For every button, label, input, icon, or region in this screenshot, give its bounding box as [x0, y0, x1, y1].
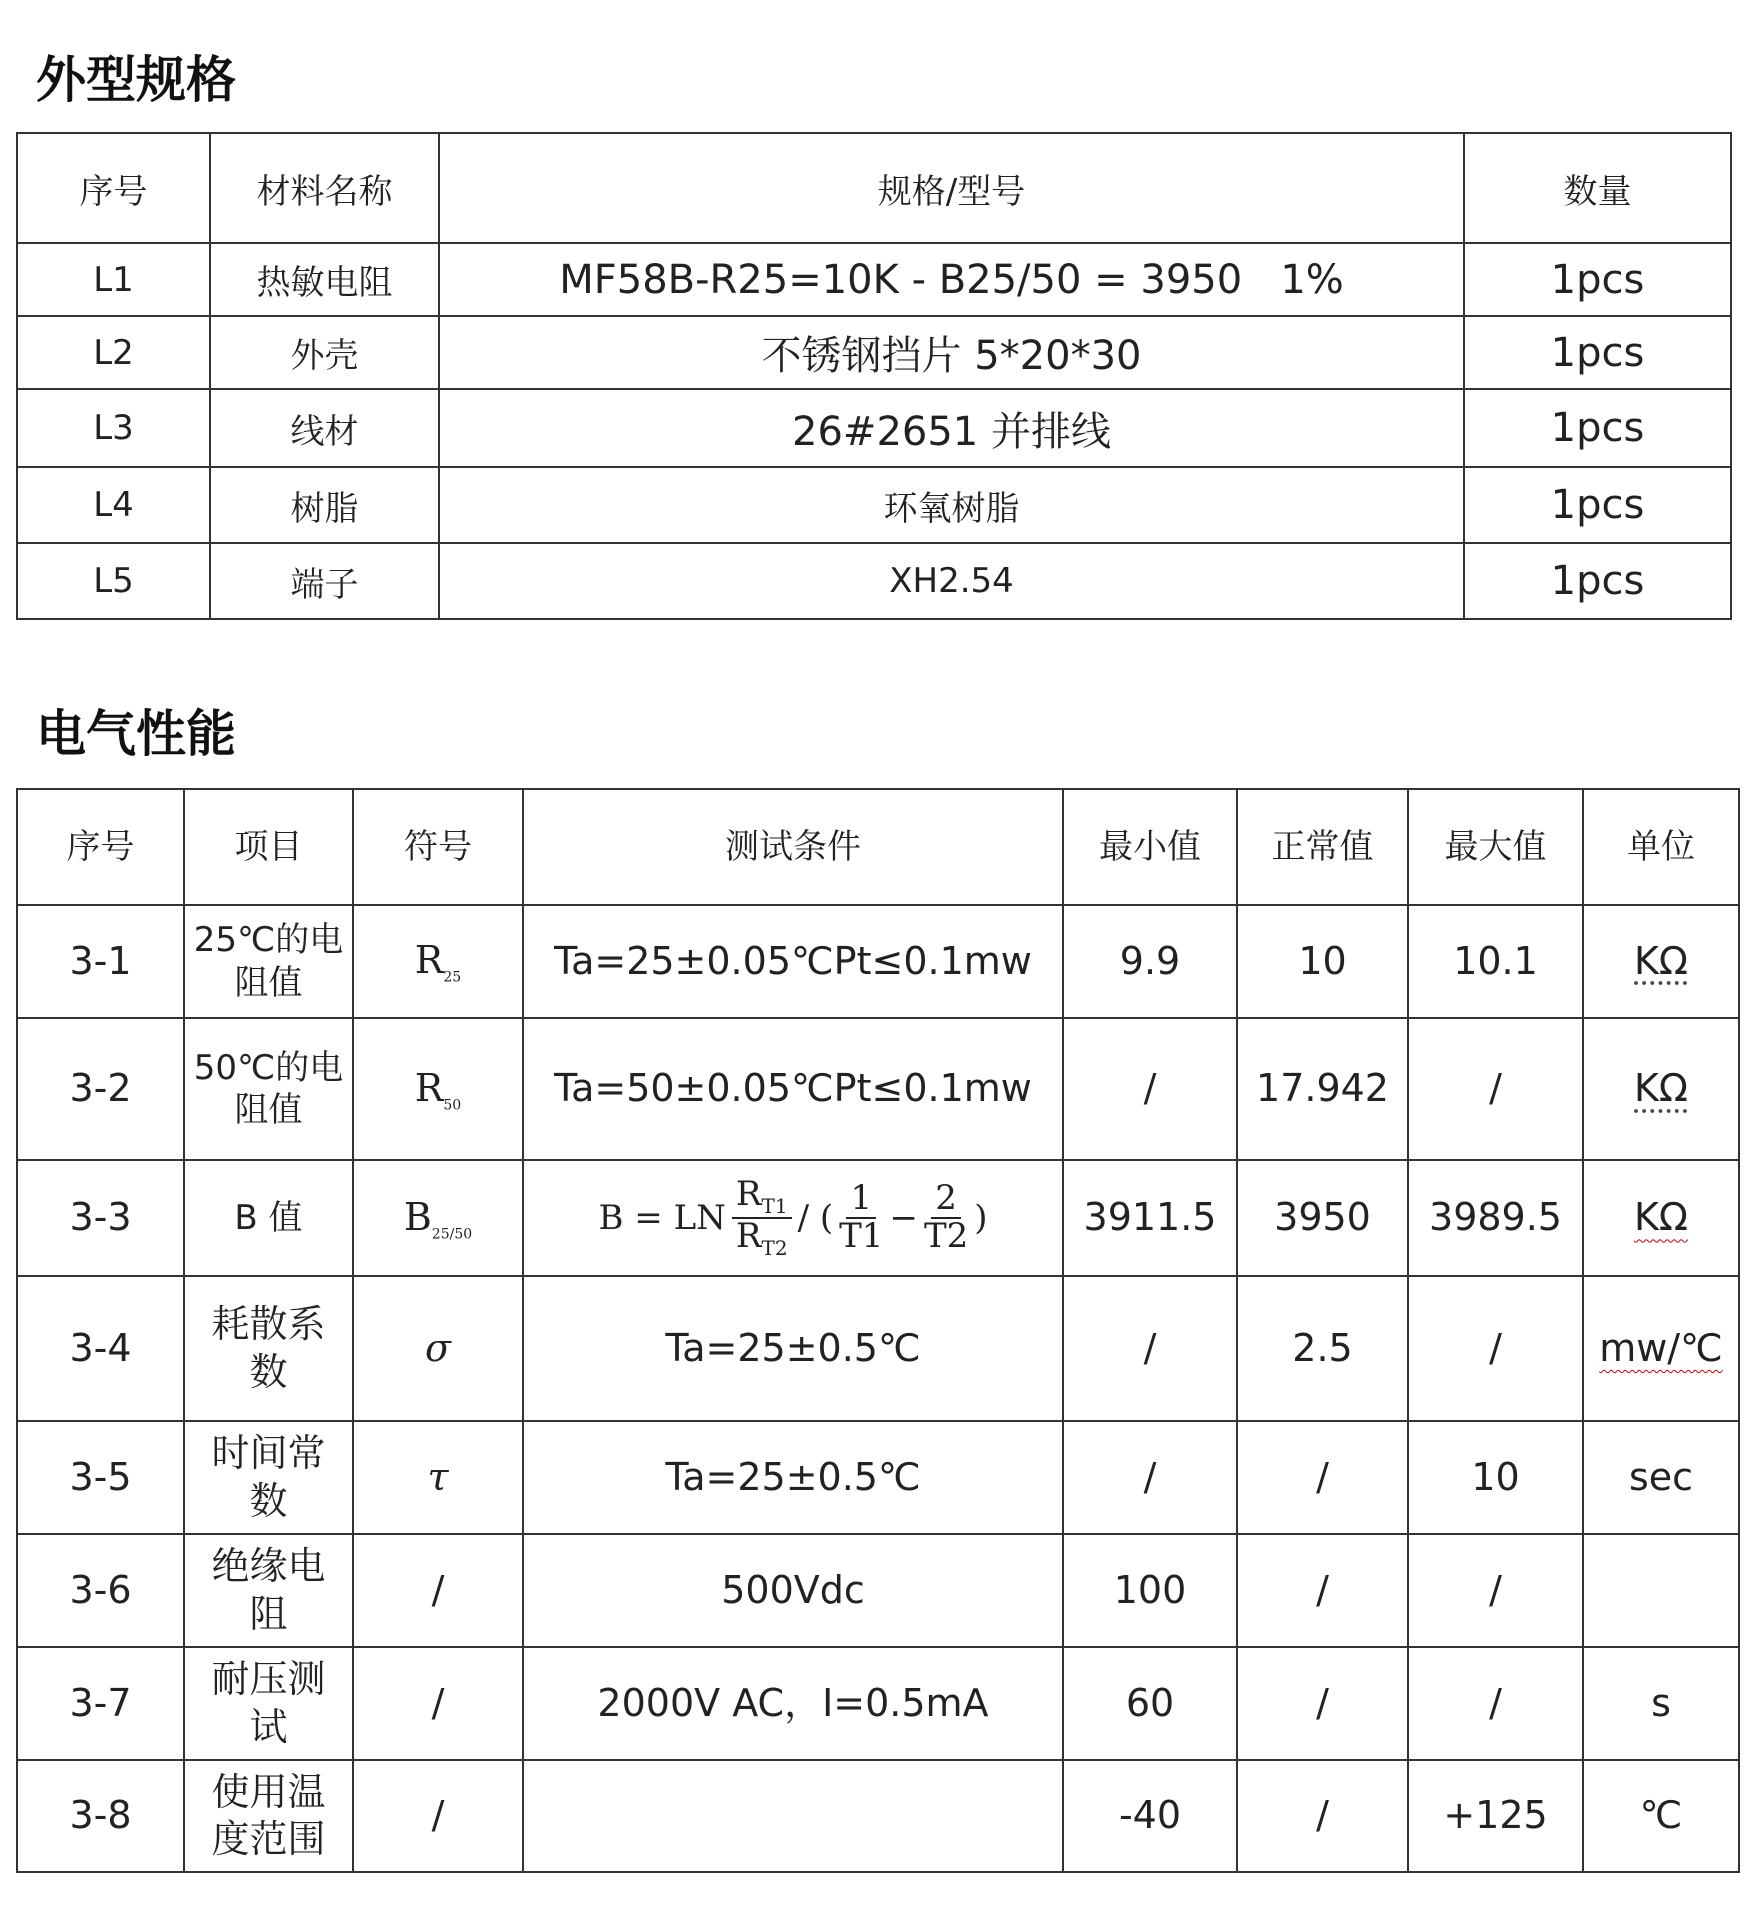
symbol-main: R: [414, 938, 444, 983]
elec-max: 3989.5: [1408, 1160, 1583, 1276]
elec-max: /: [1408, 1647, 1583, 1760]
elec-condition: Ta=25±0.5℃: [523, 1276, 1063, 1421]
spec-name: 端子: [210, 543, 439, 619]
table-row: [17, 1760, 1739, 1872]
elec-symbol: σ: [353, 1276, 523, 1421]
elec-min: 9.9: [1063, 905, 1237, 1018]
elec-header-condition: 测试条件: [523, 789, 1063, 905]
elec-no: 3-3: [17, 1160, 184, 1276]
elec-no: 3-8: [17, 1760, 184, 1872]
elec-unit: [1583, 1276, 1739, 1421]
formula-den-main: R: [735, 1216, 762, 1256]
spec-header-qty: 数量: [1464, 133, 1731, 243]
elec-unit: ℃: [1583, 1760, 1739, 1872]
elec-symbol: [353, 905, 523, 1018]
elec-unit: [1583, 1018, 1739, 1160]
elec-header-typ: 正常值: [1237, 789, 1408, 905]
elec-condition: Ta=25±0.5℃: [523, 1421, 1063, 1534]
spec-header-name: 材料名称: [210, 133, 439, 243]
elec-typ: /: [1237, 1421, 1408, 1534]
table-row: [17, 1534, 1739, 1647]
table-row: [17, 1647, 1739, 1760]
elec-unit: s: [1583, 1647, 1739, 1760]
elec-condition: 2000V AC，I=0.5mA: [523, 1647, 1063, 1760]
spec-model: 不锈钢挡片 5*20*30: [439, 316, 1464, 389]
formula-denominator: [735, 1216, 788, 1260]
elec-item: 使用温度范围: [184, 1760, 353, 1872]
elec-header-row: [17, 789, 1739, 905]
formula-frac-2-den: T2: [923, 1216, 969, 1256]
table-row: [17, 389, 1731, 467]
spec-section-title: 外型规格: [36, 51, 236, 109]
formula-numerator: [732, 1174, 792, 1219]
elec-item: 耐压测试: [184, 1647, 353, 1760]
elec-max: /: [1408, 1534, 1583, 1647]
elec-max: /: [1408, 1276, 1583, 1421]
table-row: [17, 243, 1731, 316]
unit-text: mw/℃: [1599, 1325, 1723, 1370]
spec-no: L3: [17, 389, 210, 467]
elec-header-max: 最大值: [1408, 789, 1583, 905]
elec-typ: 17.942: [1237, 1018, 1408, 1160]
formula-frac-2-num: 2: [931, 1181, 961, 1219]
spec-name: 树脂: [210, 467, 439, 543]
formula-frac-1: [839, 1178, 884, 1256]
elec-header-no: 序号: [17, 789, 184, 905]
table-row: [17, 467, 1731, 543]
symbol-sub: 50: [443, 1097, 462, 1114]
elec-item: 时间常数: [184, 1421, 353, 1534]
symbol-sub: 25/50: [431, 1226, 473, 1243]
elec-max: 10.1: [1408, 905, 1583, 1018]
elec-min: 60: [1063, 1647, 1237, 1760]
spec-model: MF58B-R25=10K - B25/50 = 3950 1%: [439, 243, 1464, 316]
elec-min: /: [1063, 1421, 1237, 1534]
elec-typ: 3950: [1237, 1160, 1408, 1276]
formula-close: ): [974, 1197, 988, 1238]
spec-no: L5: [17, 543, 210, 619]
table-row: [17, 1160, 1739, 1276]
formula-frac-1-den: T1: [839, 1216, 884, 1256]
spec-model: 环氧树脂: [439, 467, 1464, 543]
formula-frac-2: [923, 1178, 969, 1256]
elec-header-unit: 单位: [1583, 789, 1739, 905]
spec-no: L2: [17, 316, 210, 389]
elec-symbol: /: [353, 1760, 523, 1872]
unit-text: KΩ: [1634, 1195, 1688, 1240]
spec-name: 外壳: [210, 316, 439, 389]
elec-table: [16, 788, 1740, 1873]
spec-model: 26#2651 并排线: [439, 389, 1464, 467]
table-row: [17, 1276, 1739, 1421]
elec-unit: [1583, 905, 1739, 1018]
elec-symbol: [353, 1018, 523, 1160]
unit-text: KΩ: [1634, 1066, 1688, 1111]
spec-no: L4: [17, 467, 210, 543]
elec-min: /: [1063, 1276, 1237, 1421]
elec-item: 25℃的电阻值: [184, 905, 353, 1018]
elec-unit: [1583, 1534, 1739, 1647]
elec-typ: 10: [1237, 905, 1408, 1018]
spec-header-spec: 规格/型号: [439, 133, 1464, 243]
spec-name: 线材: [210, 389, 439, 467]
elec-condition: [523, 1760, 1063, 1872]
elec-min: /: [1063, 1018, 1237, 1160]
elec-no: 3-1: [17, 905, 184, 1018]
elec-condition: 500Vdc: [523, 1534, 1063, 1647]
spec-qty: 1pcs: [1464, 389, 1731, 467]
formula-ratio: [732, 1174, 792, 1260]
table-row: [17, 316, 1731, 389]
symbol-main: R: [414, 1065, 444, 1110]
spec-name: 热敏电阻: [210, 243, 439, 316]
spec-qty: 1pcs: [1464, 543, 1731, 619]
table-row: [17, 905, 1739, 1018]
elec-item: B 值: [184, 1160, 353, 1276]
spec-header-no: 序号: [17, 133, 210, 243]
formula-lhs: B = LN: [598, 1197, 726, 1238]
elec-max: /: [1408, 1018, 1583, 1160]
spec-table: [16, 132, 1732, 620]
formula-num-main: R: [735, 1174, 762, 1215]
elec-item: 绝缘电阻: [184, 1534, 353, 1647]
elec-typ: /: [1237, 1647, 1408, 1760]
elec-min: -40: [1063, 1760, 1237, 1872]
formula-den-sub: T2: [761, 1235, 788, 1260]
elec-condition: Ta=25±0.05℃Pt≤0.1mw: [523, 905, 1063, 1018]
elec-symbol: /: [353, 1534, 523, 1647]
elec-header-symbol: 符号: [353, 789, 523, 905]
spec-model: XH2.54: [439, 543, 1464, 619]
elec-condition: Ta=50±0.05℃Pt≤0.1mw: [523, 1018, 1063, 1160]
elec-section-title: 电气性能: [36, 705, 236, 763]
elec-max: 10: [1408, 1421, 1583, 1534]
unit-text: KΩ: [1634, 938, 1688, 983]
elec-unit: [1583, 1160, 1739, 1276]
spec-qty: 1pcs: [1464, 316, 1731, 389]
elec-min: 100: [1063, 1534, 1237, 1647]
spec-header-row: [17, 133, 1731, 243]
elec-no: 3-5: [17, 1421, 184, 1534]
formula-num-sub: T1: [761, 1194, 788, 1218]
symbol-sub: 25: [443, 969, 462, 986]
elec-no: 3-4: [17, 1276, 184, 1421]
spec-no: L1: [17, 243, 210, 316]
elec-min: 3911.5: [1063, 1160, 1237, 1276]
elec-symbol: /: [353, 1647, 523, 1760]
elec-typ: /: [1237, 1534, 1408, 1647]
spec-qty: 1pcs: [1464, 243, 1731, 316]
symbol-main: B: [403, 1194, 432, 1239]
elec-condition: [523, 1160, 1063, 1276]
elec-no: 3-6: [17, 1534, 184, 1647]
elec-symbol: [353, 1160, 523, 1276]
elec-header-item: 项目: [184, 789, 353, 905]
elec-item: 50℃的电阻值: [184, 1018, 353, 1160]
elec-item: 耗散系数: [184, 1276, 353, 1421]
elec-symbol: τ: [353, 1421, 523, 1534]
formula-frac-1-num: 1: [846, 1181, 876, 1219]
table-row: [17, 543, 1731, 619]
table-row: [17, 1018, 1739, 1160]
elec-header-min: 最小值: [1063, 789, 1237, 905]
elec-no: 3-7: [17, 1647, 184, 1760]
spec-qty: 1pcs: [1464, 467, 1731, 543]
elec-max: +125: [1408, 1760, 1583, 1872]
table-row: [17, 1421, 1739, 1534]
b-value-formula: [598, 1174, 988, 1260]
formula-minus: −: [889, 1197, 918, 1238]
elec-typ: 2.5: [1237, 1276, 1408, 1421]
elec-typ: /: [1237, 1760, 1408, 1872]
formula-sep: / (: [797, 1197, 834, 1238]
elec-unit: sec: [1583, 1421, 1739, 1534]
elec-no: 3-2: [17, 1018, 184, 1160]
